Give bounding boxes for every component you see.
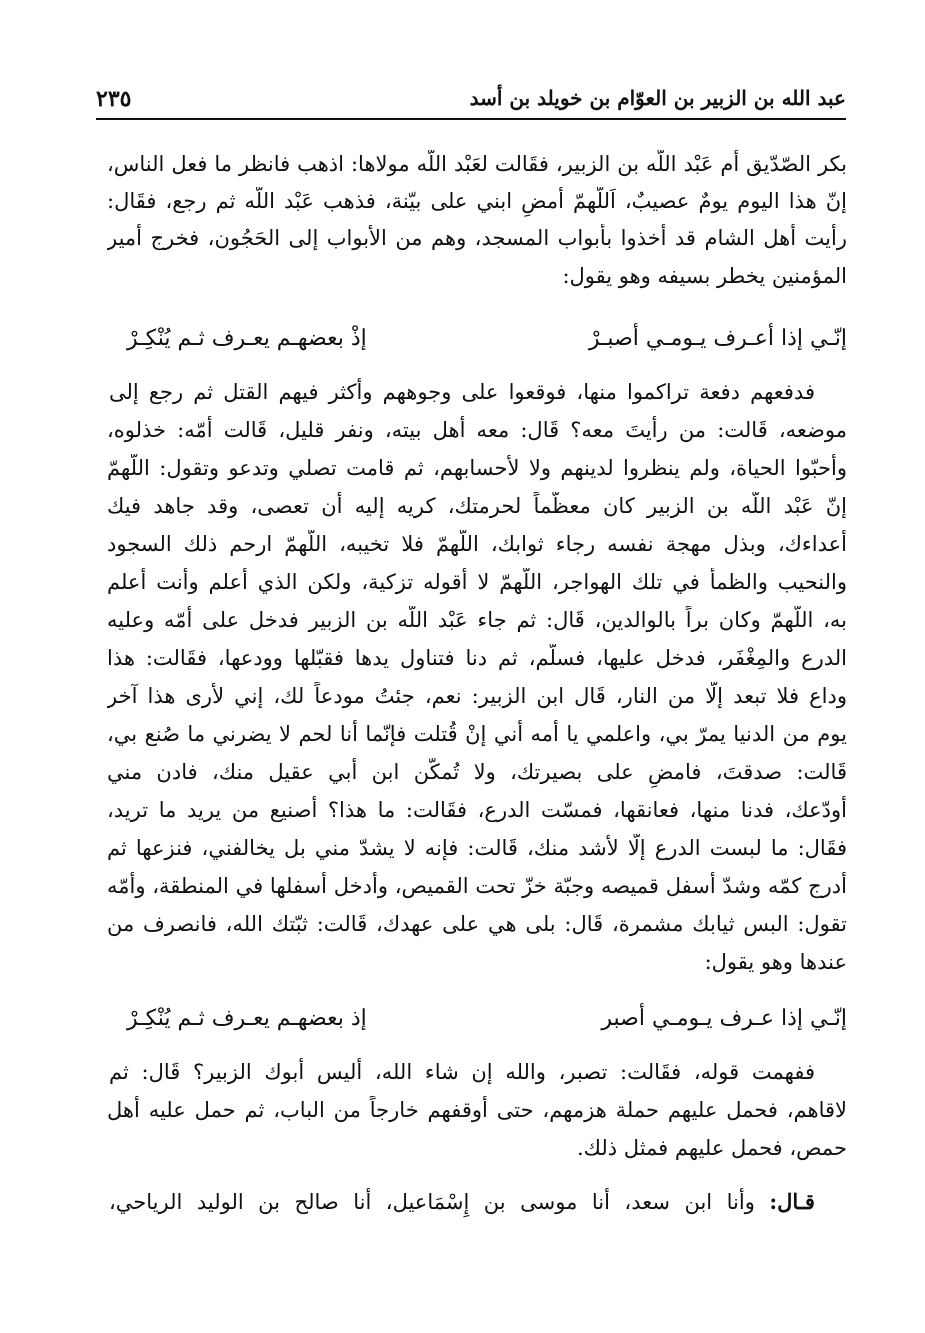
running-header [96,84,846,120]
text-line: أدرج كمّه وشدّ أسفل قميصه وجبّة خزّ تحت القميص، وأدخل أسفلها في المنطقة، وأمّه [107,874,847,898]
text-line: المؤمنين يخطر بسيفه وهو يقول: [562,264,847,288]
text-line: بكر الصّدّيق أم عَبْد اللَّه بن الزبير، فقَالت لعَبْد اللَّه مولاها: اذهب فانظر ما فعل الناس، [107,152,847,176]
text-line: ففهمت قوله، فقَالت: تصبر، والله إن شاء الله، أليس أبوك الزبير؟ قَال: ثم [109,1060,815,1084]
text-line: فدفعهم دفعة تراكموا منها، فوقعوا على وجوههم وأكثر فيهم القتل ثم رجع إلى [109,380,815,404]
verse-second-hemistich: إذ بعضهـم يعـرف ثـم يُنْكِـرْ [127,1006,367,1031]
text-line: تقول: البس ثيابك مشمرة، قَال: بلى هي على عهدك، قَالت: ثبّتك الله، فانصرف من [107,912,847,936]
text-line: والنحيب والظمأ في تلك الهواجر، اللّهمّ لا أقوله تزكية، ولكن الذي أعلم وأنت أعلم [107,570,847,594]
verse-second-hemistich: إذْ بعضهـم يعـرف ثـم يُنْكِـرْ [127,326,367,351]
page-number: ٢٣٥ [96,86,132,112]
text-line: عندها وهو يقول: [704,950,847,974]
text-line: لاقاهم، فحمل عليهم حملة هزمهم، حتى أوقفهم خارجاً من الباب، ثم حمل عليه أهل [107,1098,847,1122]
narration-text: وأنا ابن سعد، أَنا موسى بن إِسْمَاعيل، أَنا صالح بن الوليد الرياحي، [109,1190,755,1214]
verse-first-hemistich: إنّـي إذا عـرف يـومـي أصبر [601,1006,847,1031]
text-line: يوم من الدنيا يمرّ بي، واعلمي يا أمه أني إنْ قُتلت فإنّما أنا لحم لا يضرني ما صُنع بي، [107,722,847,746]
text-line: الدرع والمِغْفَر، فدخل عليها، فسلّم، ثم دنا فتناول يدها فقبّلها وودعها، فقَالت: هذا [107,646,847,670]
text-line: أعداءك، وبذل مهجة نفسه رجاء ثوابك، اللّهمّ فلا تخيبه، اللّهمّ ارحم ذلك السجود [107,532,847,556]
text-line: إنّ عَبْد اللَّه بن الزبير كان معظّماً لحرمتك، كريه إليه أن تعصى، وقد جاهد فيك [107,494,847,518]
text-line: حمص، فحمل عليهم فمثل ذلك. [577,1136,847,1160]
text-line: وداع فلا تبعد إلّا من النار، قَال ابن الزبير: نعم، جئتُ مودعاً لك، إني لأرى هذا آخر [107,684,847,708]
verse-first-hemistich: إنّـي إذا أعـرف يـومـي أصبـرْ [588,326,847,351]
text-line: قَالت: صدقتَ، فامضِ على بصيرتك، ولا تُمكّن ابن أَبي عقيل منك، فادن مني [107,760,847,784]
text-line: به، اللّهمّ وكان براً بالوالدين، قَال: ثم جاء عَبْد اللَّه بن الزبير فدخل على أمّه وعليه [107,608,847,632]
poetry-verse [107,1004,847,1038]
text-line: أودّعك، فدنا منها، فعانقها، فمسّت الدرع، فقَالت: ما هذا؟ أصنيع من يريد ما تريد، [107,798,847,822]
text-line: فقَال: ما لبست الدرع إلّا لأشد منك، قَالت: فإنه لا يشدّ مني بل يخالفني، فنزعها ثم [107,836,847,860]
chapter-title: عبد الله بن الزبير بن العوّام بن خويلد بن أسد [469,86,846,110]
text-line: موضعه، قَالت: من رأيتَ معه؟ قَال: معه أهل بيته، ونفر قليل، قَالت أمّه: خذلوه، [107,418,847,442]
text-line [109,1188,815,1218]
poetry-verse [107,324,847,358]
text-line: وأحبّوا الحياة، ولم ينظروا لدينهم ولا لأحسابهم، ثم قامت تصلي وتدعو وتقول: اللّهمّ [107,456,847,480]
said-label: قـال: [769,1189,815,1214]
text-line: إنّ هذا اليوم يومٌ عصيبٌ، اَللّهمّ أَمضِ ابني على بيّنة، فذهب عَبْد اللَّه ثم رجع، فقَال: [107,189,847,213]
text-line: رأيت أهل الشام قد أخذوا بأبواب المسجد، وهم من الأبواب إلى الحَجُون، فخرج أمير [107,226,847,250]
